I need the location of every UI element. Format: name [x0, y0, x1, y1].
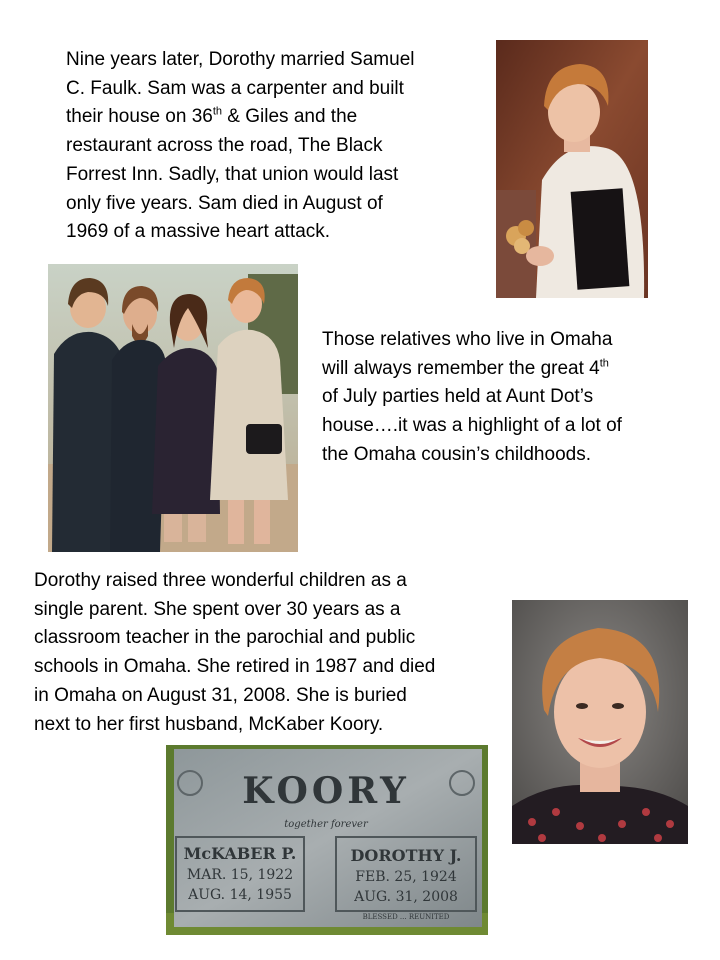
photo-dorothy-portrait — [512, 600, 688, 844]
text-line: Dorothy raised three wonderful children as a — [34, 570, 407, 591]
text-line: C. Faulk. Sam was a carpenter and built — [66, 77, 404, 99]
headstone-left-died: AUG. 14, 1955 — [188, 887, 292, 903]
text-line: & Giles and the — [222, 106, 358, 128]
paragraph-july-parties — [322, 326, 622, 470]
text-line: Nine years later, Dorothy married Samuel — [66, 49, 415, 70]
photo-family-group — [48, 264, 298, 552]
headstone-right-born: FEB. 25, 1924 — [355, 869, 457, 885]
headstone-motto: together forever — [284, 819, 368, 830]
photo-headstone — [166, 745, 488, 935]
text-line: of July parties held at Aunt Dot’s — [322, 386, 594, 408]
headstone-right-name: DOROTHY J. — [350, 846, 462, 865]
headstone-footer: BLESSED ... REUNITED — [362, 913, 450, 921]
text-line: the Omaha cousin’s childhoods. — [322, 443, 591, 465]
text-line: schools in Omaha. She retired in 1987 and died — [34, 656, 436, 678]
headstone-illustration — [166, 745, 488, 935]
superscript: th — [212, 106, 223, 119]
headstone-left-born: MAR. 15, 1922 — [186, 867, 294, 883]
photo-illustration — [512, 600, 688, 844]
text-line: only five years. Sam died in August of — [66, 192, 383, 214]
headstone-left-name: McKABER P. — [183, 844, 297, 863]
photo-dorothy-holding-book — [496, 40, 648, 298]
headstone-right-died: AUG. 31, 2008 — [354, 889, 458, 905]
text-line: will always remember the great 4 — [322, 357, 600, 379]
photo-illustration — [496, 40, 648, 298]
superscript: th — [599, 357, 609, 370]
paragraph-second-marriage — [66, 46, 414, 247]
text-line: single parent. She spent over 30 years as a — [34, 598, 401, 620]
photo-illustration — [48, 264, 298, 552]
text-line: next to her first husband, McKaber Koory. — [34, 713, 384, 735]
text-line: house….it was a highlight of a lot of — [322, 415, 622, 437]
text-line: 1969 of a massive heart attack. — [66, 221, 331, 243]
text-line: Those relatives who live in Omaha — [322, 329, 613, 350]
text-line: Forrest Inn. Sadly, that union would last — [66, 163, 399, 185]
text-line: in Omaha on August 31, 2008. She is buried — [34, 684, 407, 706]
headstone-surname: KOORY — [242, 770, 410, 812]
text-line: restaurant across the road, The Black — [66, 135, 383, 157]
text-line: their house on 36 — [66, 106, 213, 128]
paragraph-teaching-career — [34, 567, 435, 739]
text-line: classroom teacher in the parochial and public — [34, 627, 416, 649]
